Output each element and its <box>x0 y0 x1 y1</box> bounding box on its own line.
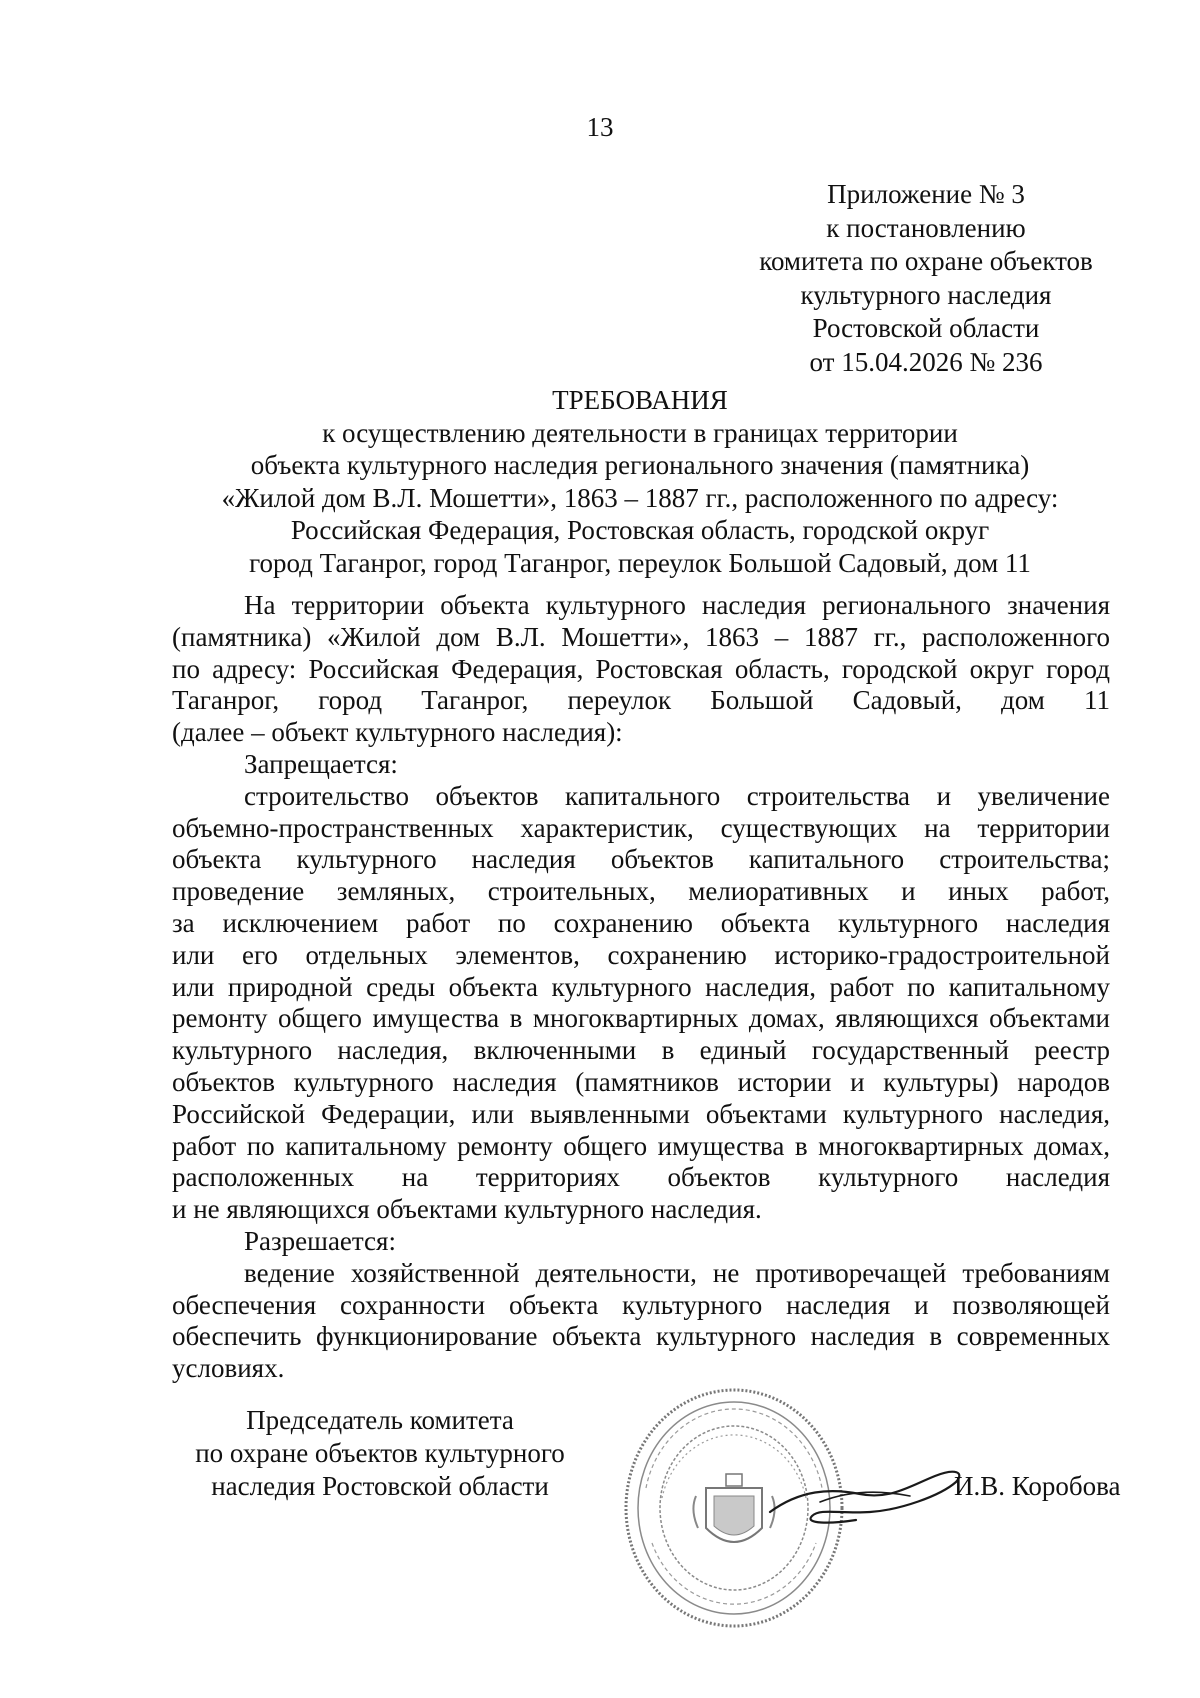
body-line: обеспечения сохранности объекта культурного наследия и позволяющей <box>172 1289 1110 1320</box>
handwritten-signature-icon <box>760 1450 970 1540</box>
body-line: расположенных на территориях объектов культурного наследия <box>172 1162 1110 1193</box>
body-line: Таганрог, город Таганрог, переулок Большой Садовый, дом 11 <box>172 685 1110 716</box>
title-line: город Таганрог, город Таганрог, переулок Большой Садовый, дом 11 <box>249 547 1031 578</box>
title-line: к осуществлению деятельности в границах территории <box>322 417 958 448</box>
signatory-position <box>160 1404 600 1503</box>
page-number: 13 <box>586 112 614 142</box>
position-line: по охране объектов культурного <box>195 1438 565 1468</box>
appendix-line: комитета по охране объектов <box>759 246 1093 276</box>
appendix-line: Ростовской области <box>812 313 1040 343</box>
title-line: объекта культурного наследия регионального значения (памятника) <box>250 450 1030 480</box>
body-line: условиях. <box>172 1353 285 1384</box>
document-body <box>172 590 1110 1385</box>
body-line: или природной среды объекта культурного наследия, работ по капитальному <box>172 971 1110 1002</box>
body-line: ремонту общего имущества в многоквартирных домах, являющихся объектами <box>172 1003 1110 1034</box>
body-line: объемно-пространственных характеристик, существующих на территории <box>172 812 1110 843</box>
title-line: Российская Федерация, Ростовская область, городской округ <box>290 515 990 545</box>
body-line: культурного наследия, включенными в единый государственный реестр <box>172 1035 1110 1066</box>
appendix-line: от 15.04.2026 № 236 <box>809 346 1043 377</box>
allowed-heading: Разрешается: <box>244 1225 396 1256</box>
body-line: На территории объекта культурного наследия регионального значения <box>244 590 1110 620</box>
body-line: или его отдельных элементов, сохранению историко-градостроительной <box>172 939 1110 970</box>
body-line: по адресу: Российская Федерация, Ростовская область, городской округ город <box>172 653 1110 684</box>
title-heading: ТРЕБОВАНИЯ <box>552 385 728 415</box>
position-line: Председатель комитета <box>246 1405 514 1435</box>
appendix-header <box>736 178 1116 379</box>
body-line: ведение хозяйственной деятельности, не противоречащей требованиям <box>244 1257 1110 1288</box>
body-line: Российской Федерации, или выявленными объектами культурного наследия, <box>172 1098 1110 1129</box>
body-line: работ по капитальному ремонту общего имущества в многоквартирных домах, <box>172 1130 1110 1161</box>
prohibited-heading: Запрещается: <box>244 748 398 779</box>
body-line: объекта культурного наследия объектов капитального строительства; <box>172 844 1110 875</box>
body-line: проведение земляных, строительных, мелиоративных и иных работ, <box>172 876 1110 907</box>
body-line: (памятника) «Жилой дом В.Л. Мошетти», 1863 – 1887 гг., расположенного <box>172 621 1110 652</box>
body-line: и не являющихся объектами культурного наследия. <box>172 1194 762 1225</box>
title-line: «Жилой дом В.Л. Мошетти», 1863 – 1887 гг., расположенного по адресу: <box>221 482 1059 513</box>
body-line: за исключением работ по сохранению объекта культурного наследия <box>172 907 1110 938</box>
document-title <box>170 384 1110 579</box>
body-line: обеспечить функционирование объекта культурного наследия в современных <box>172 1321 1110 1352</box>
appendix-line: к постановлению <box>826 212 1026 243</box>
position-line: наследия Ростовской области <box>211 1471 549 1501</box>
body-line: (далее – объект культурного наследия): <box>172 717 623 748</box>
signer-name: И.В. Коробова <box>954 1471 1121 1501</box>
appendix-line: культурного наследия <box>800 279 1052 310</box>
body-line: объектов культурного наследия (памятников истории и культуры) народов <box>172 1066 1110 1097</box>
body-line: строительство объектов капитального строительства и увеличение <box>244 780 1110 811</box>
appendix-line: Приложение № 3 <box>827 179 1025 209</box>
